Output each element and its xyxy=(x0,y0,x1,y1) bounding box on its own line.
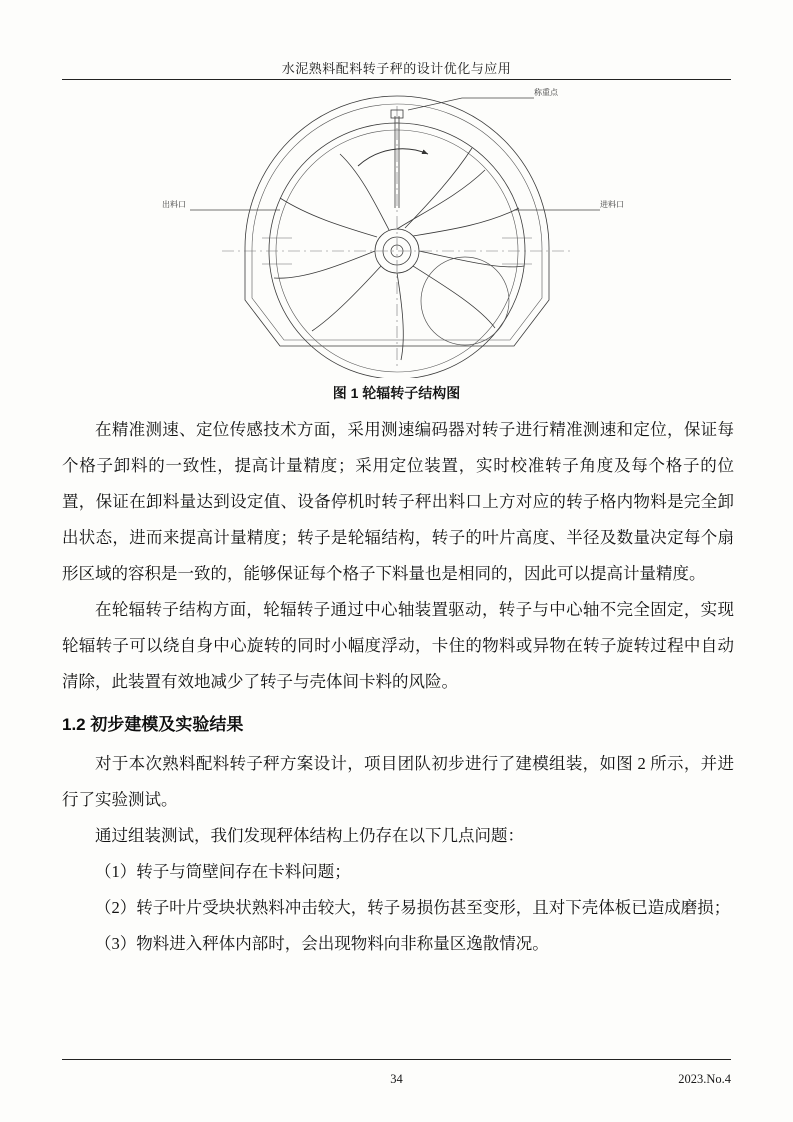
paragraph-1: 在精准测速、定位传感技术方面，采用测速编码器对转子进行精准测速和定位，保证每个格子卸料的一致性，提高计量精度；采用定位装置，实时校准转子角度及每个格子的位置，保证在卸料量达到设定值、设备停机时转子秤出料口上方对应的转子格内物料是完全卸出状态，进而来提高计量精度；转子是轮辐结构，转子的叶片高度、半径及数量决定每个扇形区域的容积是一致的，能够保证每个格子下料量也是相同的，因此可以提高计量精度。 xyxy=(62,420,734,583)
list-item-3: （3）物料进入秤体内部时，会出现物料向非称量区逸散情况。 xyxy=(95,934,549,953)
rotor-structure-diagram xyxy=(162,88,632,378)
running-header: 水泥熟料配料转子秤的设计优化与应用 xyxy=(281,61,512,76)
page-footer xyxy=(62,1072,731,1092)
footer-divider xyxy=(62,1059,731,1060)
figure-1 xyxy=(62,88,731,378)
paragraph-3: 对于本次熟料配料转子秤方案设计，项目团队初步进行了建模组装，如图 2 所示，并进行了实验测试。 xyxy=(62,754,734,809)
list-item-1: （1）转子与筒壁间存在卡料问题； xyxy=(95,862,351,881)
figure-label-inlet: 进料口 xyxy=(599,200,624,209)
body-content xyxy=(62,412,734,962)
figure-label-outlet: 出料口 xyxy=(161,200,186,209)
section-heading-1-2: 1.2 初步建模及实验结果 xyxy=(62,715,244,734)
paragraph-2: 在轮辐转子结构方面，轮辐转子通过中心轴装置驱动，转子与中心轴不完全固定，实现轮辐转子可以绕自身中心旋转的同时小幅度浮动，卡住的物料或异物在转子旋转过程中自动清除，此装置有效地减少了转子与壳体间卡料的风险。 xyxy=(62,600,734,691)
figure-caption: 图 1 轮辐转子结构图 xyxy=(332,385,461,401)
figure-label-weighing-point: 称重点 xyxy=(533,88,558,97)
list-item-2: （2）转子叶片受块状熟料冲击较大，转子易损伤甚至变形，且对下壳体板已造成磨损； xyxy=(95,898,731,917)
issue-label: 2023.No.4 xyxy=(678,1072,731,1086)
page-number: 34 xyxy=(390,1072,403,1086)
header-divider xyxy=(62,79,731,80)
paragraph-4: 通过组装测试，我们发现秤体结构上仍存在以下几点问题： xyxy=(95,826,524,845)
